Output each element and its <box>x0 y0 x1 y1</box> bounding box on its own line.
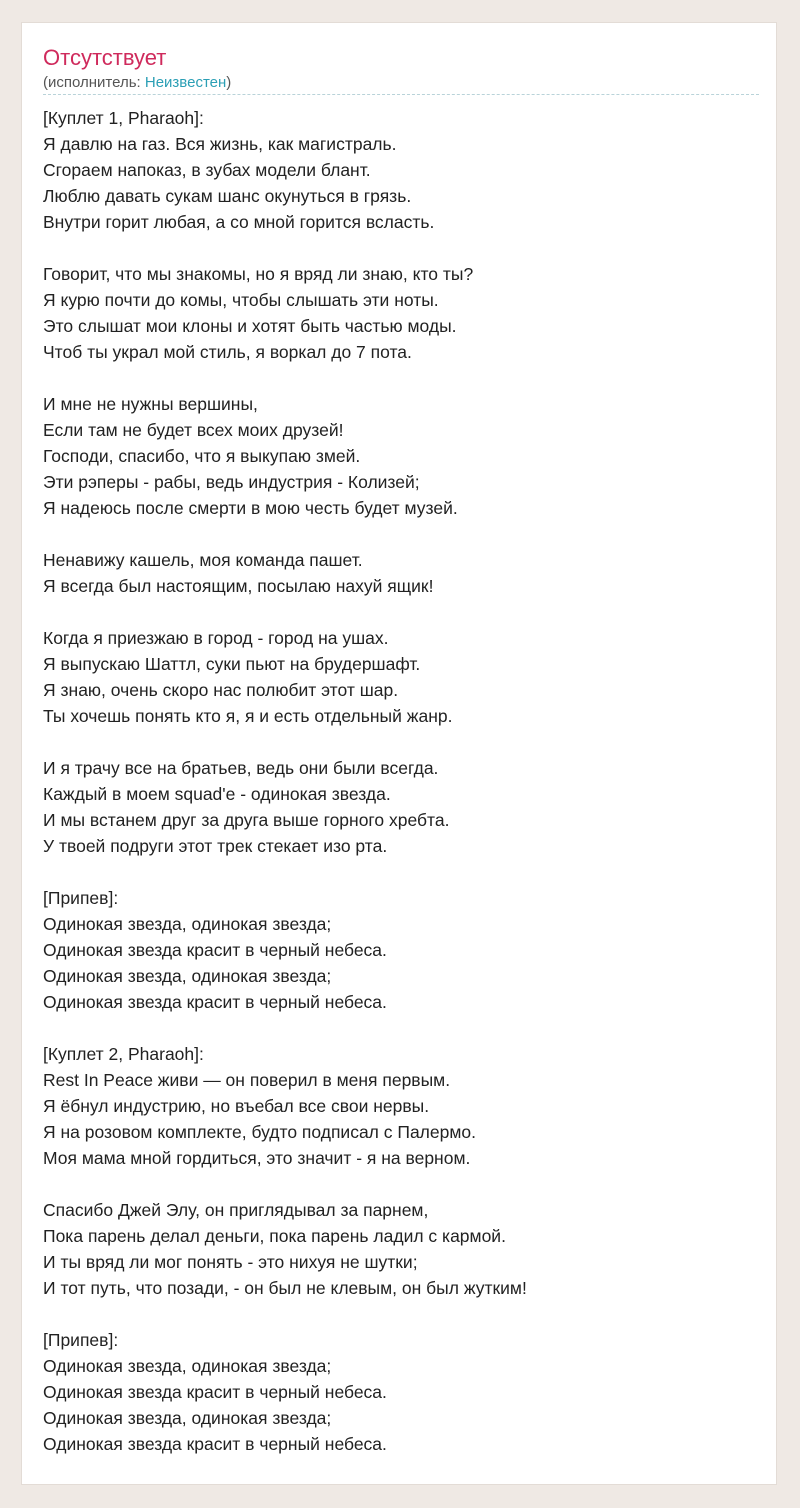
lyric-line: Одинокая звезда красит в черный небеса. <box>43 1382 387 1402</box>
lyric-line: Господи, спасибо, что я выкупаю змей. <box>43 446 361 466</box>
lyric-line: Я ёбнул индустрию, но въебал все свои нервы. <box>43 1096 430 1116</box>
lyric-line: [Куплет 1, Pharaoh]: <box>43 108 204 128</box>
lyric-line: Одинокая звезда, одинокая звезда; <box>43 966 332 986</box>
lyric-line: Одинокая звезда, одинокая звезда; <box>43 914 332 934</box>
lyrics-stanza <box>43 1327 763 1457</box>
lyrics-stanza <box>43 391 763 521</box>
lyrics-body <box>43 105 763 1483</box>
lyric-line: Я давлю на газ. Вся жизнь, как магистраль. <box>43 134 397 154</box>
lyric-line: И ты вряд ли мог понять - это нихуя не шутки; <box>43 1252 418 1272</box>
lyric-line: И я трачу все на братьев, ведь они были всегда. <box>43 758 439 778</box>
lyric-line: Я знаю, очень скоро нас полюбит этот шар. <box>43 680 399 700</box>
lyric-line: Люблю давать сукам шанс окунуться в грязь. <box>43 186 412 206</box>
lyrics-stanza <box>43 261 763 365</box>
lyric-line: Чтоб ты украл мой стиль, я воркал до 7 пота. <box>43 342 412 362</box>
lyric-line: И мне не нужны вершины, <box>43 394 258 414</box>
lyric-line: Ты хочешь понять кто я, я и есть отдельный жанр. <box>43 706 453 726</box>
lyric-line: У твоей подруги этот трек стекает изо рта. <box>43 836 388 856</box>
lyric-line: Сгораем напоказ, в зубах модели блант. <box>43 160 371 180</box>
lyrics-stanza <box>43 755 763 859</box>
lyrics-card <box>21 22 777 1485</box>
lyric-line: Я надеюсь после смерти в мою честь будет музей. <box>43 498 458 518</box>
lyric-line: Rest In Peace живи — он поверил в меня первым. <box>43 1070 451 1090</box>
lyric-line: Эти рэперы - рабы, ведь индустрия - Колизей; <box>43 472 420 492</box>
lyric-line: Спасибо Джей Элу, он приглядывал за парнем, <box>43 1200 429 1220</box>
lyric-line: Внутри горит любая, а со мной горится всласть. <box>43 212 435 232</box>
byline-prefix: (исполнитель: <box>43 74 145 91</box>
lyric-line: Одинокая звезда красит в черный небеса. <box>43 992 387 1012</box>
byline-suffix: ) <box>226 74 232 91</box>
artist-link[interactable]: Неизвестен <box>144 74 227 91</box>
lyric-line: И тот путь, что позади, - он был не клевым, он был жутким! <box>43 1278 527 1298</box>
lyrics-stanza <box>43 1041 763 1171</box>
lyric-line: Пока парень делал деньги, пока парень ладил с кармой. <box>43 1226 506 1246</box>
lyric-line: [Куплет 2, Pharaoh]: <box>43 1044 204 1064</box>
lyric-line: Я всегда был настоящим, посылаю нахуй ящик! <box>43 576 434 596</box>
lyrics-stanza <box>43 1197 763 1301</box>
lyrics-stanza <box>43 885 763 1015</box>
lyric-line: [Припев]: <box>43 888 119 908</box>
lyric-line: Одинокая звезда красит в черный небеса. <box>43 1434 387 1454</box>
lyrics-stanza <box>43 547 763 599</box>
lyric-line: Одинокая звезда красит в черный небеса. <box>43 940 387 960</box>
title-divider <box>43 94 759 95</box>
lyric-line: Я курю почти до комы, чтобы слышать эти ноты. <box>43 290 439 310</box>
lyric-line: Одинокая звезда, одинокая звезда; <box>43 1408 332 1428</box>
lyric-line: Это слышат мои клоны и хотят быть частью моды. <box>43 316 457 336</box>
lyric-line: Ненавижу кашель, моя команда пашет. <box>43 550 363 570</box>
lyric-line: Я выпускаю Шаттл, суки пьют на брудершафт. <box>43 654 421 674</box>
lyric-line: Моя мама мной гордиться, это значит - я на верном. <box>43 1148 471 1168</box>
lyric-line: [Припев]: <box>43 1330 119 1350</box>
lyric-line: Когда я приезжаю в город - город на ушах. <box>43 628 389 648</box>
lyric-line: Я на розовом комплекте, будто подписал с Палермо. <box>43 1122 476 1142</box>
lyric-line: Говорит, что мы знакомы, но я вряд ли знаю, кто ты? <box>43 264 474 284</box>
song-title: Отсутствует <box>43 45 167 70</box>
lyrics-stanza <box>43 625 763 729</box>
lyric-line: И мы встанем друг за друга выше горного хребта. <box>43 810 450 830</box>
artist-byline <box>43 73 231 93</box>
lyric-line: Если там не будет всех моих друзей! <box>43 420 344 440</box>
lyric-line: Каждый в моем squad'e - одинокая звезда. <box>43 784 391 804</box>
lyrics-stanza <box>43 105 763 235</box>
lyric-line: Одинокая звезда, одинокая звезда; <box>43 1356 332 1376</box>
